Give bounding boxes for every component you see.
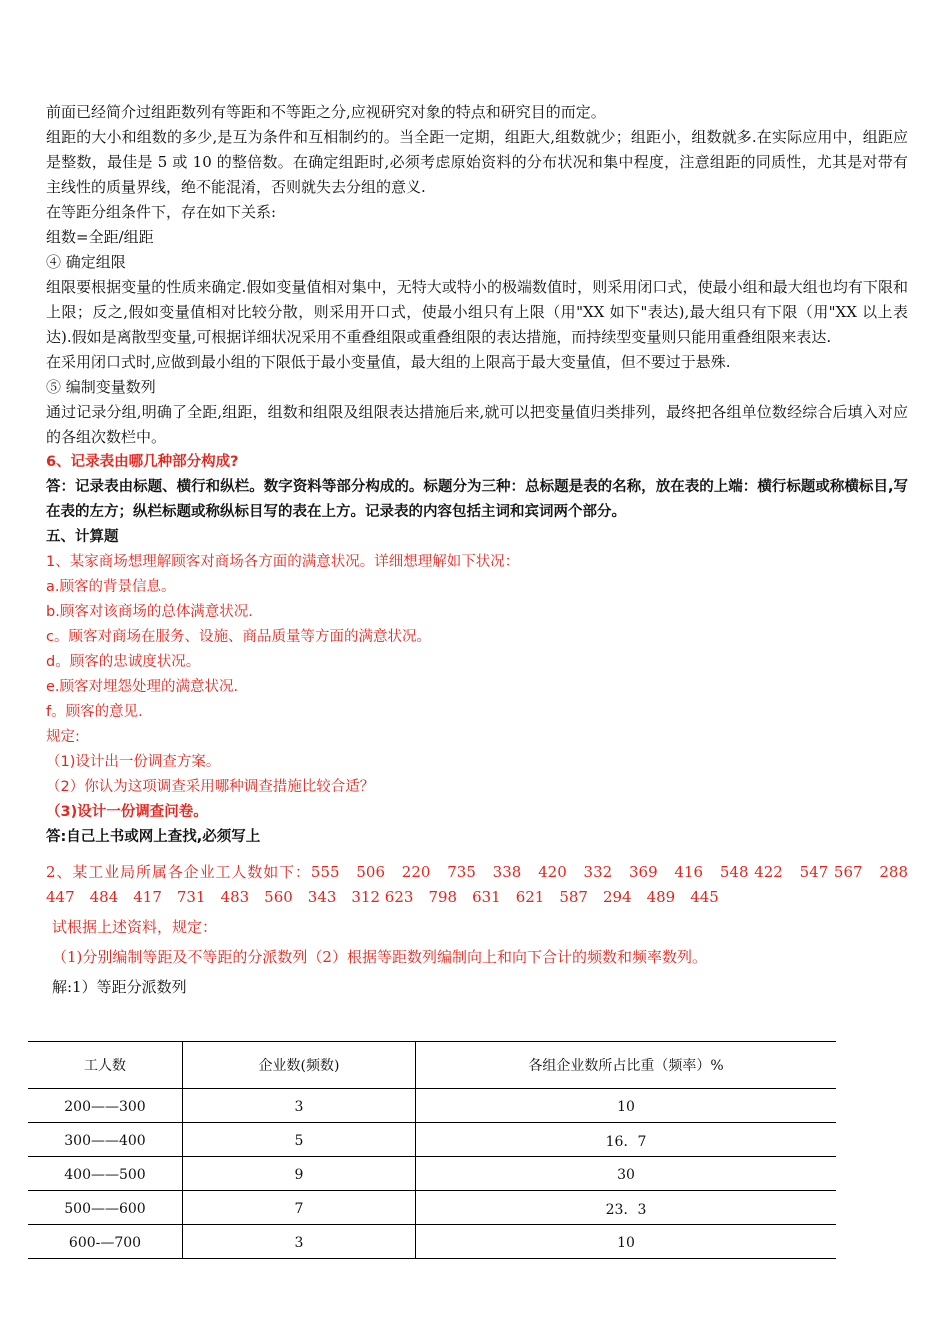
table-cell: 9 [183, 1157, 416, 1191]
table-cell: 300——400 [28, 1123, 183, 1157]
table-cell: 30 [416, 1157, 837, 1191]
question-6-answer: 答：记录表由标题、横行和纵栏。数字资料等部分构成的。标题分为三种：总标题是表的名称，放在表的上端：横行标题或称横标目,写在表的左方；纵栏标题或称纵标目写的表在上方。记录表的内容包括主词和宾词两个部分。 [46, 479, 908, 520]
question-1-answer: 答:自己上书或网上查找,必须写上 [46, 829, 261, 845]
column-header: 各组企业数所占比重（频率）% [416, 1042, 837, 1089]
paragraph: 组距的大小和组数的多少,是互为条件和互相制约的。当全距一定期，组距大,组数就少；组距小，组数就多.在实际应用中，组距应是整数，最佳是 5 或 10 的整倍数。在确定组距时,必须考虑原始资料的分布状况和集中程度，注意组距的同质性，尤其是对带有主线性的质量界线，绝不能混淆，否则就失去分组的意义. [46, 128, 908, 196]
subheading: ④ 确定组限 [46, 253, 126, 271]
column-header: 企业数(频数) [183, 1042, 416, 1089]
paragraph: 在等距分组条件下，存在如下关系: [46, 203, 277, 221]
list-item: d。顾客的忠诚度状况。 [46, 654, 201, 670]
table-cell: 500——600 [28, 1191, 183, 1225]
formula-line: 组数=全距/组距 [46, 228, 154, 246]
question-2-instruction: 试根据上述资料，规定： [52, 918, 218, 936]
question-2-tasks: （1)分别编制等距及不等距的分派数列（2）根据等距数列编制向上和向下合计的频数和频率数列。 [52, 948, 707, 966]
list-item: e.顾客对埋怨处理的满意状况. [46, 679, 239, 695]
table-cell: 400——500 [28, 1157, 183, 1191]
document-body [46, 100, 924, 1000]
table-row [28, 1157, 836, 1191]
question-6-title: 6、记录表由哪几种部分构成? [46, 454, 239, 470]
table-cell: 600-—700 [28, 1225, 183, 1259]
list-item: b.顾客对该商场的总体满意状况. [46, 604, 253, 620]
solution-heading: 解:1）等距分派数列 [52, 978, 187, 996]
list-item: c。顾客对商场在服务、设施、商品质量等方面的满意状况。 [46, 629, 431, 645]
paragraph: 在采用闭口式时,应做到最小组的下限低于最小变量值，最大组的上限高于最大变量值，但不要过于悬殊. [46, 353, 731, 371]
question-2-title: 2、某工业局所属各企业工人数如下：555 506 220 735 338 420 332 369 416 548 422 547 567 288 447 484 417 731 483 560 343 312 623 798 631 621 587 294 489 445 [46, 863, 924, 906]
requirement-3: （3)设计一份调查问卷。 [46, 804, 208, 820]
table-row [28, 1123, 836, 1157]
requirement-1: （1)设计出一份调查方案。 [46, 754, 221, 770]
requirements-label: 规定: [46, 729, 80, 745]
paragraph: 前面已经简介过组距数列有等距和不等距之分,应视研究对象的特点和研究目的而定。 [46, 103, 606, 121]
table-cell: 23．3 [416, 1191, 837, 1225]
paragraph: 组限要根据变量的性质来确定.假如变量值相对集中，无特大或特小的极端数值时，则采用闭口式，使最小组和最大组也均有下限和上限；反之,假如变量值相对比较分散，则采用开口式，使最小组只有上限（用"XX 如下"表达),最大组只有下限（用"XX 以上表达).假如是离散型变量,可根据详细状况采用不重叠组限或重叠组限的表达措施，而持续型变量则只能用重叠组限来表达. [46, 278, 908, 346]
paragraph: 通过记录分组,明确了全距,组距，组数和组限及组限表达措施后来,就可以把变量值归类排列，最终把各组单位数经综合后填入对应的各组次数栏中。 [46, 403, 908, 446]
column-header: 工人数 [28, 1042, 183, 1089]
list-item: a.顾客的背景信息。 [46, 579, 176, 595]
table-header-row [28, 1042, 836, 1089]
table-cell: 7 [183, 1191, 416, 1225]
table-row [28, 1089, 836, 1123]
table-cell: 5 [183, 1123, 416, 1157]
question-1-title: 1、某家商场想理解顾客对商场各方面的满意状况。详细想理解如下状况： [46, 554, 520, 570]
table-cell: 16．7 [416, 1123, 837, 1157]
frequency-table [28, 1041, 836, 1259]
table-cell: 3 [183, 1089, 416, 1123]
table-row [28, 1191, 836, 1225]
table-cell: 10 [416, 1225, 837, 1259]
requirement-2: （2）你认为这项调查采用哪种调查措施比较合适？ [46, 779, 375, 795]
subheading: ⑤ 编制变量数列 [46, 378, 156, 396]
table-cell: 200——300 [28, 1089, 183, 1123]
list-item: f。顾客的意见. [46, 704, 143, 720]
table-row [28, 1225, 836, 1259]
table-cell: 10 [416, 1089, 837, 1123]
section-title: 五、计算题 [46, 529, 119, 545]
table-cell: 3 [183, 1225, 416, 1259]
